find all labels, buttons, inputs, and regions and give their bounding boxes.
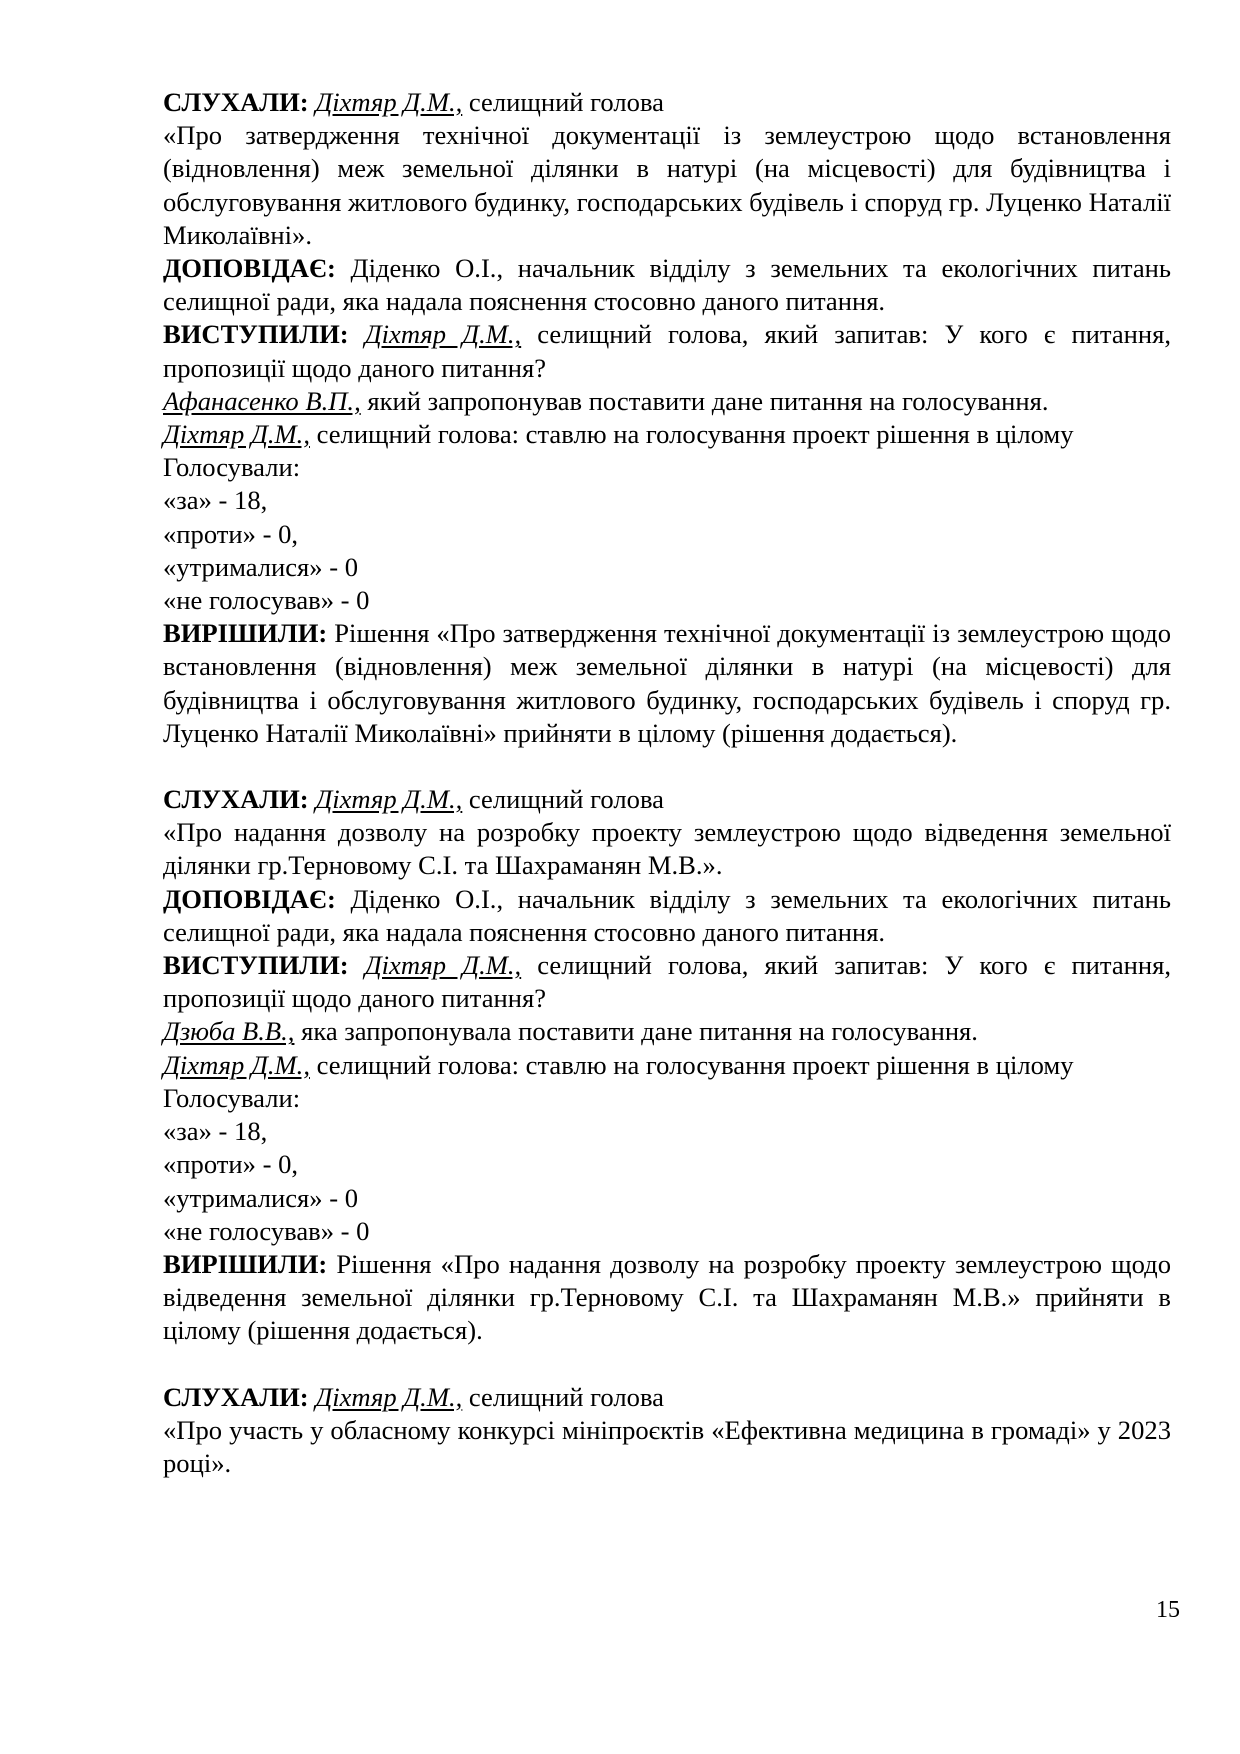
proposal-line <box>163 1015 1171 1048</box>
spoke-label: ВИСТУПИЛИ: <box>163 319 349 350</box>
topic-text: «Про затвердження технічної документації із землеустрою щодо встановлення (відновлення) меж земельної ділянки в натурі (на місцевості) для будівництва і обслуговування житлового будинку, господарських будівель і споруд гр. Луценко Наталії Миколаївні». <box>163 120 1171 250</box>
heard-label: СЛУХАЛИ: <box>163 1381 309 1412</box>
heard-label: СЛУХАЛИ: <box>163 784 309 815</box>
vote-abstained: «утрималися» - 0 <box>163 551 359 582</box>
vote-not-voted: «не голосував» - 0 <box>163 585 370 616</box>
heard-label: СЛУХАЛИ: <box>163 87 309 117</box>
speaker-name: Діхтяр Д.М., <box>163 419 310 450</box>
section-spacer <box>163 750 1171 783</box>
vote-call-line <box>163 418 1171 451</box>
speaker-name: Діхтяр Д.М., <box>364 950 522 981</box>
report-line <box>163 883 1171 949</box>
report-text: Діденко О.І., начальник відділу з земельних та екологічних питань селищної ради, яка надала пояснення стосовно даного питання. <box>163 883 1171 947</box>
agenda-item-3 <box>163 1381 1171 1481</box>
topic-text: «Про участь у обласному конкурсі мініпроєктів «Ефективна медицина в громаді» у 2023 році». <box>163 1414 1171 1478</box>
speaker-name: Діхтяр Д.М., <box>364 319 522 350</box>
proposer-name: Дзюба В.В., <box>163 1016 295 1047</box>
vote-for: «за» - 18, <box>163 1116 268 1147</box>
decision-line <box>163 1248 1171 1348</box>
voting-title: Голосували: <box>163 1082 301 1113</box>
vote-call-text: селищний голова: ставлю на голосування проект рішення в цілому <box>309 419 1074 450</box>
speaker-role: селищний голова <box>462 1381 664 1412</box>
spoke-line <box>163 318 1171 384</box>
voting-title: Голосували: <box>163 452 301 483</box>
document-page <box>163 86 1171 1480</box>
report-line <box>163 252 1171 318</box>
decision-text: Рішення «Про надання дозволу на розробку проекту землеустрою щодо відведення земельної ділянки гр.Терновому С.І. та Шахраманян М.В.» прийняти в цілому (рішення додається). <box>163 1248 1171 1346</box>
speaker-name: Діхтяр Д.М., <box>315 87 463 117</box>
vote-abstained: «утрималися» - 0 <box>163 1182 359 1213</box>
proposer-name: Афанасенко В.П., <box>163 385 361 416</box>
page-number: 15 <box>1156 1597 1180 1623</box>
speaker-name: Діхтяр Д.М., <box>315 1381 463 1412</box>
speaker-name: Діхтяр Д.М., <box>315 784 463 815</box>
decision-label: ВИРІШИЛИ: <box>163 618 328 649</box>
decision-line <box>163 617 1171 750</box>
vote-call-line <box>163 1049 1171 1082</box>
heard-line <box>163 783 1171 816</box>
report-label: ДОПОВІДАЄ: <box>163 253 336 284</box>
decision-text: Рішення «Про затвердження технічної документації із землеустрою щодо встановлення (відновлення) меж земельної ділянки в натурі (на місцевості) для будівництва і обслуговування житлового будинку, господарських будівель і споруд гр. Луценко Наталії Миколаївні» прийняти в цілому (рішення додається). <box>163 618 1171 748</box>
spoke-label: ВИСТУПИЛИ: <box>163 950 349 981</box>
spoke-text: селищний голова, який запитав: У кого є питання, пропозиції щодо даного питання? <box>163 950 1172 1014</box>
spoke-line <box>163 949 1171 1015</box>
vote-against: «проти» - 0, <box>163 1149 299 1180</box>
agenda-item-2 <box>163 783 1171 1347</box>
proposal-line <box>163 385 1171 418</box>
speaker-role: селищний голова <box>462 87 664 117</box>
proposal-text: який запропонував поставити дане питання на голосування. <box>360 385 1049 416</box>
vote-not-voted: «не голосував» - 0 <box>163 1215 370 1246</box>
heard-line <box>163 1381 1171 1414</box>
speaker-role: селищний голова <box>462 784 664 815</box>
proposal-text: яка запропонувала поставити дане питання на голосування. <box>294 1016 978 1047</box>
vote-for: «за» - 18, <box>163 485 268 516</box>
report-label: ДОПОВІДАЄ: <box>163 883 336 914</box>
topic-text: «Про надання дозволу на розробку проекту землеустрою щодо відведення земельної ділянки гр.Терновому С.І. та Шахраманян М.В.». <box>163 817 1171 881</box>
vote-against: «проти» - 0, <box>163 518 299 549</box>
heard-line <box>163 86 1171 119</box>
agenda-item-1 <box>163 86 1171 750</box>
section-spacer <box>163 1348 1171 1381</box>
report-text: Діденко О.І., начальник відділу з земельних та екологічних питань селищної ради, яка надала пояснення стосовно даного питання. <box>163 253 1171 317</box>
decision-label: ВИРІШИЛИ: <box>163 1248 328 1279</box>
spoke-text: селищний голова, який запитав: У кого є питання, пропозиції щодо даного питання? <box>163 319 1172 383</box>
vote-call-text: селищний голова: ставлю на голосування проект рішення в цілому <box>309 1049 1074 1080</box>
speaker-name: Діхтяр Д.М., <box>163 1049 310 1080</box>
